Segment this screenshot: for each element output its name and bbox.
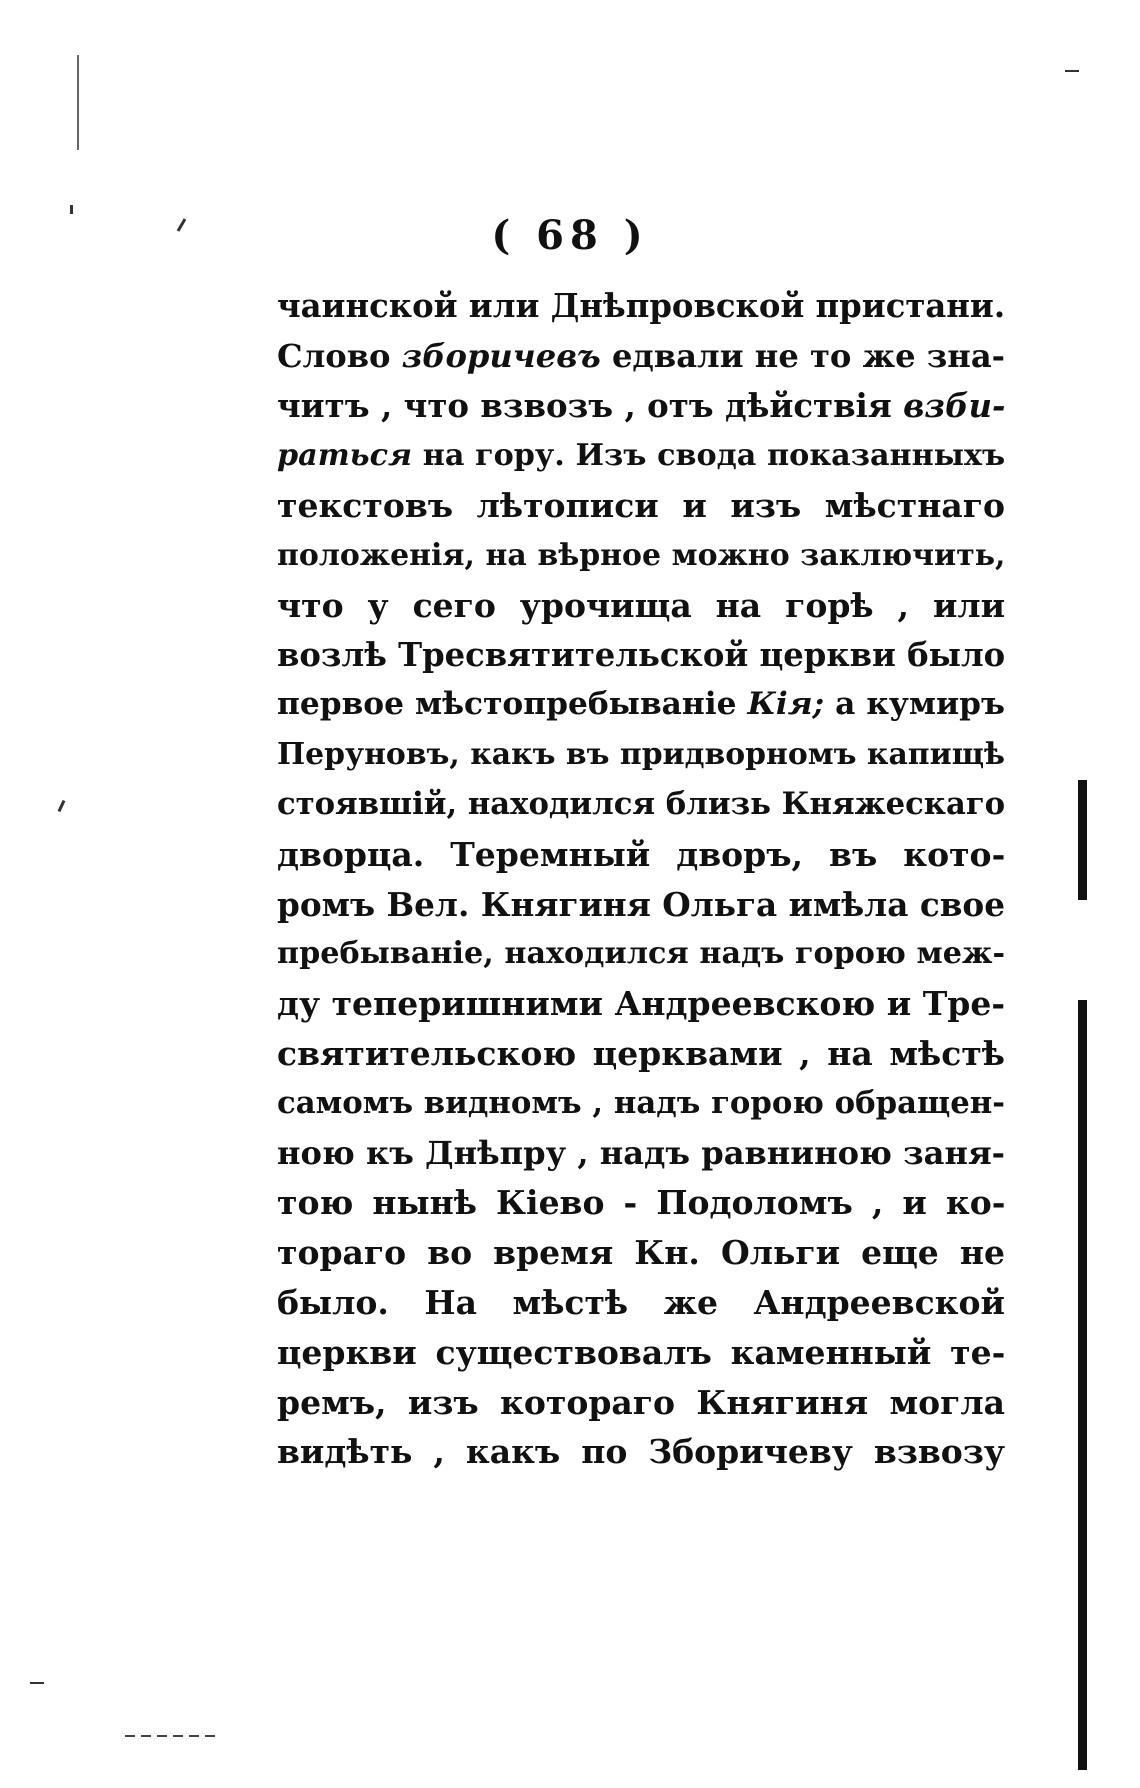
text-line <box>277 531 1005 581</box>
text-segment: стоявшій, находился близь Княжескаго <box>277 785 1006 822</box>
text-segment: читъ , что взвозъ , отъ дѣйствія <box>277 386 904 425</box>
text-line <box>277 1427 1005 1477</box>
page-number: ( 68 ) <box>491 212 649 259</box>
italic-term: Кія; <box>747 686 825 723</box>
text-segment: видѣть , какъ по Зборичеву взвозу <box>277 1432 1005 1472</box>
text-segment: а кумиръ <box>824 686 1005 723</box>
text-segment: тораго во время Кн. Ольги еще не <box>277 1233 1005 1273</box>
scan-mark <box>1065 70 1079 72</box>
text-line <box>277 1328 1005 1378</box>
text-segment: что у сего урочища на горѣ , или <box>277 585 1006 625</box>
text-segment: ремъ, изъ котораго Княгиня могла <box>277 1382 1005 1422</box>
text-segment: первое мѣстопребываніе <box>277 686 748 723</box>
scan-mark <box>70 205 73 214</box>
text-segment: святительскою церквами , на мѣстѣ <box>277 1033 1005 1073</box>
text-line <box>277 1278 1005 1328</box>
text-segment: было. На мѣстѣ же Андреевской <box>277 1282 1005 1322</box>
italic-term: зборичевъ <box>401 336 601 375</box>
text-line <box>277 282 1005 332</box>
text-segment: самомъ видномъ , надъ горою обращен- <box>277 1084 1005 1121</box>
text-line <box>277 780 1005 830</box>
text-segment: едвали не то же зна- <box>600 336 1005 375</box>
scan-mark <box>30 1682 44 1684</box>
text-line <box>277 929 1005 979</box>
text-line <box>277 1029 1005 1079</box>
text-segment: на гору. Изъ свода показанныхъ <box>412 438 1006 474</box>
text-segment: Слово <box>277 336 402 375</box>
text-line <box>277 581 1005 631</box>
text-segment: церкви существовалъ каменный те- <box>277 1332 1006 1372</box>
scan-mark <box>58 800 66 812</box>
text-segment: возлѣ Тресвятительской церкви было <box>277 635 1006 674</box>
scan-mark <box>77 55 79 150</box>
text-line <box>277 1129 1005 1179</box>
text-line <box>277 332 1005 382</box>
italic-term: взби- <box>903 386 1006 425</box>
italic-term: раться <box>277 438 412 474</box>
text-segment: чаинской или Днѣпровской пристани. <box>277 287 1006 325</box>
text-line <box>277 431 1005 481</box>
text-line <box>277 1079 1005 1129</box>
body-text <box>277 282 1005 1477</box>
text-segment: ною къ Днѣпру , надъ равниною заня- <box>277 1133 1005 1172</box>
text-line <box>277 880 1005 930</box>
text-segment: ду теперишними Андреевскою и Тре- <box>277 984 1006 1024</box>
text-line <box>277 481 1005 531</box>
text-line <box>277 830 1005 880</box>
text-line <box>277 979 1005 1029</box>
text-segment: ромъ Вел. Княгиня Ольга имѣла свое <box>277 884 1005 924</box>
text-segment: положенія, на вѣрное можно заключить, <box>277 537 1006 573</box>
text-line <box>277 631 1005 681</box>
text-line <box>277 1378 1005 1428</box>
scan-edge-shadow <box>1078 1000 1087 1770</box>
text-segment: тою нынѣ Кіево - Подоломъ , и ко- <box>277 1183 1006 1223</box>
text-segment: пребываніе, находился надъ горою меж- <box>277 936 1005 972</box>
text-segment: дворца. Теремный дворъ, въ кото- <box>277 834 1006 874</box>
text-line <box>277 1228 1005 1278</box>
text-line <box>277 1178 1005 1228</box>
scan-mark <box>125 1735 215 1737</box>
text-line <box>277 730 1005 780</box>
text-segment: Перуновъ, какъ въ придворномъ капищѣ <box>277 737 1006 773</box>
scan-edge-shadow <box>1078 780 1087 900</box>
text-line <box>277 680 1005 730</box>
text-line <box>277 382 1005 432</box>
text-segment: текстовъ лѣтописи и изъ мѣстнаго <box>277 486 1005 526</box>
